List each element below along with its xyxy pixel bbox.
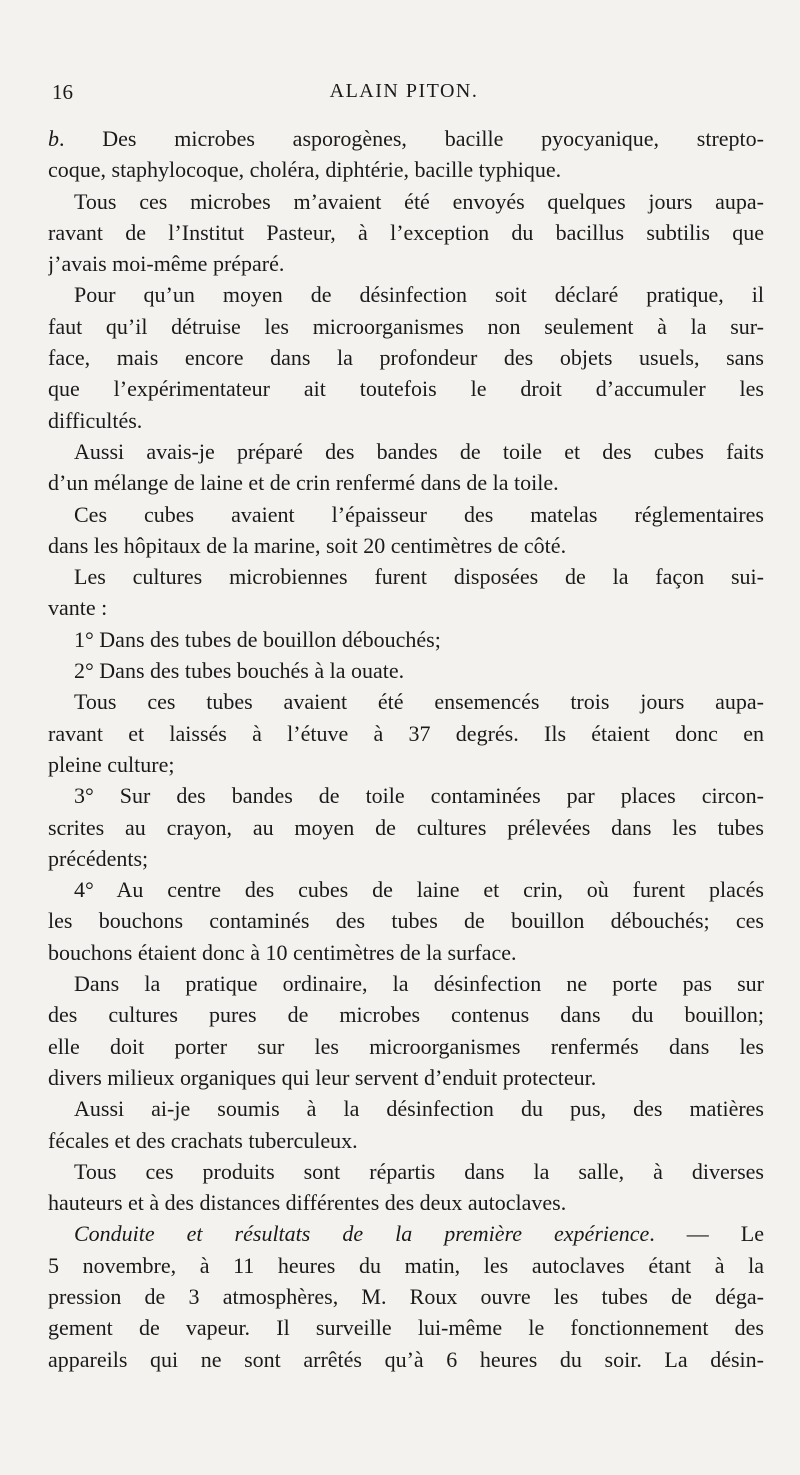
text-line: [48, 436, 764, 467]
text-run: Aussi ai-je soumis à la désinfection du pus, des matières: [74, 1096, 764, 1122]
text-run: divers milieux organiques qui leur servent d’enduit protecteur.: [48, 1064, 597, 1090]
text-run: vante :: [48, 595, 108, 621]
text-line: [48, 812, 764, 843]
text-run: appareils qui ne sont arrêtés qu’à 6 heures du soir. La désin-: [48, 1346, 764, 1372]
running-head: ALAIN PITON.: [329, 80, 479, 102]
text-line: [48, 718, 764, 749]
text-run: gement de vapeur. Il surveille lui-même le fonctionnement des: [48, 1315, 764, 1341]
text-run: hauteurs et à des distances différentes des deux autoclaves.: [48, 1190, 567, 1216]
text-line: [48, 499, 764, 530]
text-run: elle doit porter sur les microorganismes renfermés dans les: [48, 1033, 764, 1059]
text-run: coque, staphylocoque, choléra, diphtérie, bacille typhique.: [48, 157, 562, 183]
text-run: Ces cubes avaient l’épaisseur des matelas réglementaires: [74, 501, 764, 527]
text-line: [48, 279, 764, 310]
text-line: [48, 154, 764, 185]
text-run: Dans la pratique ordinaire, la désinfection ne porte pas sur: [74, 971, 764, 997]
text-run: pleine culture;: [48, 751, 175, 777]
text-line: [48, 749, 764, 780]
text-run: précédents;: [48, 845, 149, 871]
text-line: [48, 624, 764, 655]
text-run: d’un mélange de laine et de crin renfermé dans de la toile.: [48, 470, 559, 496]
text-run: pression de 3 atmosphères, M. Roux ouvre les tubes de déga-: [48, 1283, 764, 1309]
text-line: [48, 780, 764, 811]
text-run: 3° Sur des bandes de toile contaminées par places circon-: [74, 783, 764, 809]
text-line: [48, 1125, 764, 1156]
text-line: [48, 1218, 764, 1249]
text-line: [48, 874, 764, 905]
text-line: [48, 530, 764, 561]
text-run: faut qu’il détruise les microorganismes non seulement à la sur-: [48, 313, 764, 339]
text-run: Les cultures microbiennes furent disposées de la façon sui-: [74, 564, 764, 590]
text-line: [48, 217, 764, 248]
text-line: [48, 1062, 764, 1093]
text-line: [48, 968, 764, 999]
text-run: difficultés.: [48, 407, 143, 433]
text-run: Aussi avais-je préparé des bandes de toile et des cubes faits: [74, 438, 764, 464]
text-line: [48, 1187, 764, 1218]
text-run: 2° Dans des tubes bouchés à la ouate.: [74, 658, 405, 684]
text-run: . — Le: [649, 1221, 764, 1247]
italic-text: b: [48, 126, 59, 151]
text-run: 5 novembre, à 11 heures du matin, les autoclaves étant à la: [48, 1252, 764, 1278]
text-line: [48, 905, 764, 936]
text-run: Tous ces tubes avaient été ensemencés trois jours aupa-: [74, 689, 764, 715]
text-line: [48, 561, 764, 592]
text-run: Tous ces produits sont répartis dans la salle, à diverses: [74, 1158, 764, 1184]
text-run: dans les hôpitaux de la marine, soit 20 centimètres de côté.: [48, 532, 567, 558]
text-line: [48, 843, 764, 874]
italic-text: Conduite et résultats de la première expérience: [74, 1221, 650, 1247]
text-run: . Des microbes asporogènes, bacille pyocyanique, strepto-: [59, 126, 764, 151]
text-line: [48, 123, 764, 154]
text-run: bouchons étaient donc à 10 centimètres de la surface.: [48, 939, 517, 965]
text-run: Tous ces microbes m’avaient été envoyés quelques jours aupa-: [74, 188, 764, 214]
text-line: [48, 342, 764, 373]
text-line: [48, 1281, 764, 1312]
text-line: [48, 655, 764, 686]
text-line: [48, 248, 764, 279]
text-run: des cultures pures de microbes contenus dans du bouillon;: [48, 1002, 764, 1028]
text-line: [48, 686, 764, 717]
text-line: [48, 1093, 764, 1124]
text-run: face, mais encore dans la profondeur des objets usuels, sans: [48, 345, 764, 371]
page-header: [52, 80, 756, 110]
text-run: 1° Dans des tubes de bouillon débouchés;: [74, 626, 441, 652]
text-run: Pour qu’un moyen de désinfection soit déclaré pratique, il: [74, 282, 764, 308]
text-run: les bouchons contaminés des tubes de bouillon débouchés; ces: [48, 908, 764, 934]
text-line: [48, 1312, 764, 1343]
body-text: [48, 123, 764, 1375]
text-run: ravant de l’Institut Pasteur, à l’exception du bacillus subtilis que: [48, 219, 764, 245]
text-line: [48, 937, 764, 968]
text-run: ravant et laissés à l’étuve à 37 degrés. Ils étaient donc en: [48, 720, 764, 746]
page-number: 16: [52, 80, 73, 104]
text-line: [48, 1344, 764, 1375]
text-line: [48, 311, 764, 342]
text-line: [48, 186, 764, 217]
text-line: [48, 1156, 764, 1187]
text-line: [48, 405, 764, 436]
text-line: [48, 1031, 764, 1062]
text-line: [48, 999, 764, 1030]
text-line: [48, 467, 764, 498]
text-run: 4° Au centre des cubes de laine et crin, où furent placés: [74, 877, 764, 903]
text-line: [48, 373, 764, 404]
text-run: scrites au crayon, au moyen de cultures prélevées dans les tubes: [48, 814, 764, 840]
text-run: j’avais moi-même préparé.: [48, 251, 285, 277]
text-run: que l’expérimentateur ait toutefois le droit d’accumuler les: [48, 376, 764, 402]
text-run: fécales et des crachats tuberculeux.: [48, 1127, 358, 1153]
text-line: [48, 1250, 764, 1281]
text-line: [48, 592, 764, 623]
